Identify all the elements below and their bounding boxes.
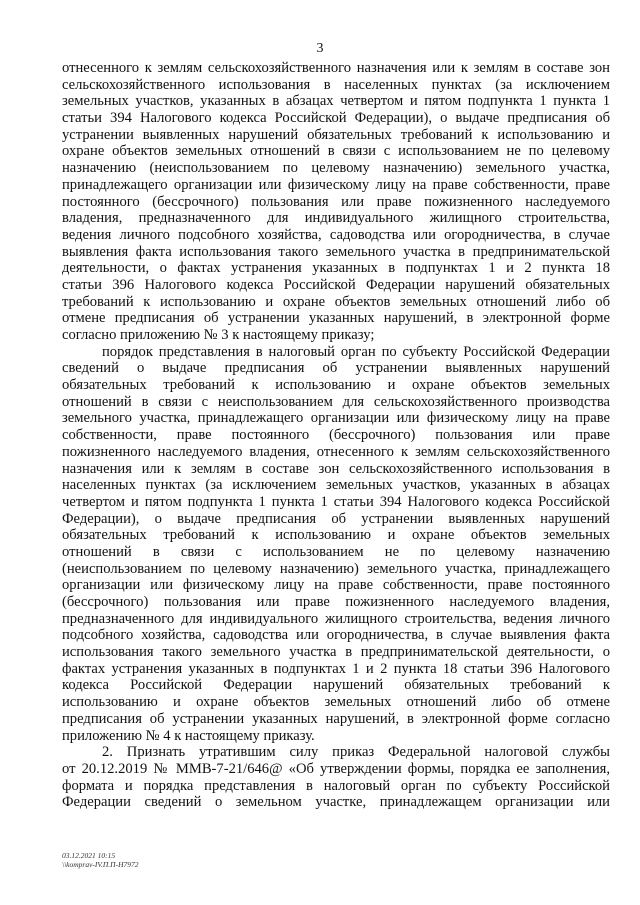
text-line: приложению № 4 к настоящему приказу.	[62, 727, 315, 744]
text-line: (неиспользованием по целевому назначению) земельного участка, принадлежащего	[62, 560, 610, 577]
text-line: пожизненного наследуемого владения, отнесенного к землям сельскохозяйственного	[62, 443, 610, 460]
text-line: принадлежащего организации или физическому лицу на праве собственности, праве	[62, 176, 610, 193]
text-line: деятельности, о фактах устранения указанных в подпунктах 1 и 2 пункта 18	[62, 260, 610, 277]
text-line: назначению (неиспользованием по целевому назначению) земельного участка,	[62, 160, 610, 177]
text-line: отнесенного к землям сельскохозяйственного назначения или к землям в составе зон	[62, 60, 610, 76]
text-line: отмене предписания об устранении указанных нарушений, в электронной форме	[62, 310, 610, 327]
text-line: подсобного хозяйства, садоводства или огородничества, в случае выявления факта	[62, 627, 610, 644]
text-line: земельных участков, указанных в абзацах четвертом и пятом подпункта 1 пункта 1	[62, 93, 610, 110]
document-footer	[62, 851, 139, 869]
text-line: Федерации сведений о земельном участке, принадлежащем организации или	[62, 794, 610, 811]
text-line: назначения или к землям в составе зон сельскохозяйственного использования в	[62, 460, 610, 477]
text-line: предназначенного для индивидуального жилищного строительства, ведения личного	[62, 610, 610, 627]
text-line: кодекса Российской Федерации нарушений обязательных требований к	[62, 677, 610, 694]
text-line: (бессрочного) пользования или праве пожизненного наследуемого владения,	[62, 594, 610, 610]
text-line: ведения личного подсобного хозяйства, садоводства или огородничества, в случае	[62, 226, 610, 243]
text-line: статьи 394 Налогового кодекса Российской Федерации), о выдаче предписания об	[62, 110, 610, 127]
footer-file-reference: \\komprav-IV.П.П-Н7972	[62, 860, 139, 869]
text-line: обязательных требований к использованию и охране объектов земельных	[62, 377, 610, 394]
text-line: четвертом и пятом подпункта 1 пункта 1 статьи 394 Налогового кодекса Российской	[62, 493, 610, 510]
text-line: собственности, праве постоянного (бессрочного) пользования или праве	[62, 427, 610, 444]
document-body	[62, 60, 610, 811]
text-line: постоянного (бессрочного) пользования или праве пожизненного наследуемого	[62, 193, 610, 210]
paragraph-3	[62, 744, 610, 811]
text-line: формата и порядка представления в налоговый орган по субъекту Российской	[62, 777, 610, 794]
text-line: охране объектов земельных отношений в связи с использованием не по целевому	[62, 143, 610, 160]
text-line: земельного участка, принадлежащего организации или физическому лицу на праве	[62, 410, 610, 427]
text-line: отношений в связи с использованием не по целевому назначению	[62, 543, 610, 560]
text-line: организации или физическому лицу на праве собственности, праве постоянного	[62, 577, 610, 594]
footer-timestamp: 03.12.2021 10:15	[62, 851, 116, 860]
page-number: 3	[316, 41, 324, 56]
text-line: сведений о выдаче предписания об устранении выявленных нарушений	[62, 360, 610, 377]
text-line: использованию и охране объектов земельных отношений либо об отмене	[62, 694, 610, 711]
text-line: использования такого земельного участка в предпринимательской деятельности, о	[62, 644, 610, 661]
text-line: устранении выявленных нарушений обязательных требований к использованию и	[62, 126, 610, 143]
text-line: согласно приложению № 3 к настоящему приказу;	[62, 327, 375, 343]
text-line: населенных пунктах (за исключением земельных участков, указанных в абзацах	[62, 477, 610, 494]
text-line: предписания об устранении указанных нарушений, в электронной форме согласно	[62, 710, 610, 727]
text-line: владения, предназначенного для индивидуального жилищного строительства,	[62, 210, 610, 227]
text-line: обязательных требований к использованию и охране объектов земельных	[62, 527, 610, 544]
text-line: выявления факта использования такого земельного участка в предпринимательской	[62, 243, 610, 260]
text-line: Федерации), о выдаче предписания об устранении выявленных нарушений	[62, 510, 610, 527]
text-line: 2. Признать утратившим силу приказ Федеральной налоговой службы	[102, 744, 610, 761]
text-line: статьи 396 Налогового кодекса Российской Федерации нарушений обязательных	[62, 276, 610, 293]
text-line: от 20.12.2019 № ММВ-7-21/646@ «Об утверждении формы, порядка ее заполнения,	[62, 760, 610, 777]
text-line: сельскохозяйственного использования в населенных пунктах (за исключением	[62, 76, 610, 93]
text-line: фактах устранения указанных в подпунктах 1 и 2 пункта 18 статьи 396 Налогового	[62, 660, 610, 677]
text-line: отношений в связи с неиспользованием для сельскохозяйственного производства	[62, 393, 610, 410]
text-line: требований к использованию и охране объектов земельных отношений либо об	[62, 293, 610, 310]
paragraph-2	[62, 344, 610, 745]
text-line: порядок представления в налоговый орган по субъекту Российской Федерации	[102, 343, 610, 360]
paragraph-1	[62, 60, 610, 344]
